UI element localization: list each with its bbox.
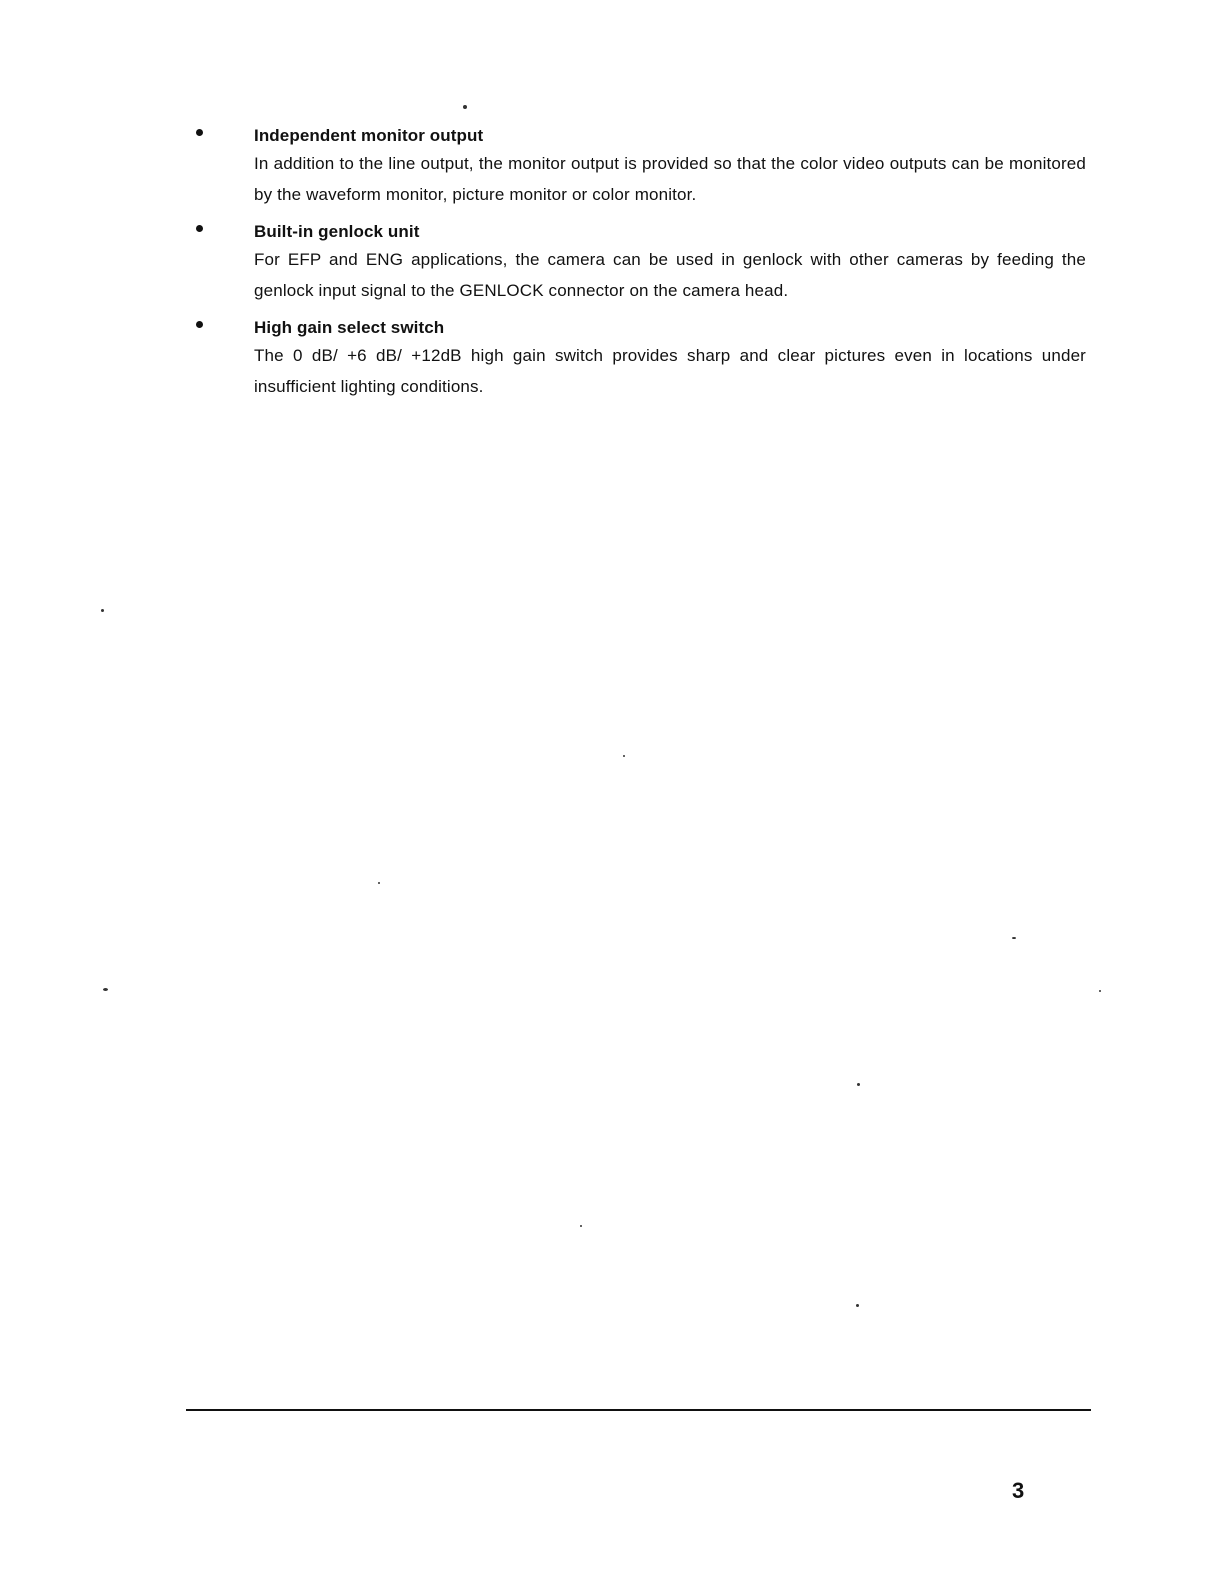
scan-speck: [1012, 937, 1016, 939]
scan-speck: [857, 1083, 860, 1086]
feature-item-monitor-output: [196, 124, 1086, 210]
bullet-icon: [196, 225, 203, 232]
scan-speck: [103, 988, 108, 991]
feature-heading: Independent monitor output: [254, 126, 484, 145]
scan-speck: [856, 1304, 859, 1307]
bullet-icon: [196, 129, 203, 136]
feature-heading: High gain select switch: [254, 318, 445, 337]
bullet-icon: [196, 321, 203, 328]
feature-item-genlock: [196, 220, 1086, 306]
feature-heading: Built-in genlock unit: [254, 222, 420, 241]
page-number: 3: [1012, 1478, 1025, 1503]
feature-description: In addition to the line output, the monitor output is provided so that the color video outputs can be monitored by the waveform monitor, picture monitor or color monitor.: [254, 154, 1086, 204]
scan-speck: [623, 755, 625, 757]
scan-speck: [580, 1225, 582, 1227]
feature-list: [196, 124, 1086, 412]
feature-description: For EFP and ENG applications, the camera can be used in genlock with other cameras by feeding the genlock input signal to the GENLOCK connector on the camera head.: [254, 250, 1086, 300]
scan-speck: [101, 609, 104, 612]
feature-item-high-gain: [196, 316, 1086, 402]
scan-speck: [1099, 990, 1101, 992]
feature-description: The 0 dB/ +6 dB/ +12dB high gain switch provides sharp and clear pictures even in locations under insufficient lighting conditions.: [254, 346, 1086, 396]
scan-speck: [378, 882, 380, 884]
scan-speck: [463, 105, 467, 109]
footer-divider: [186, 1409, 1091, 1411]
